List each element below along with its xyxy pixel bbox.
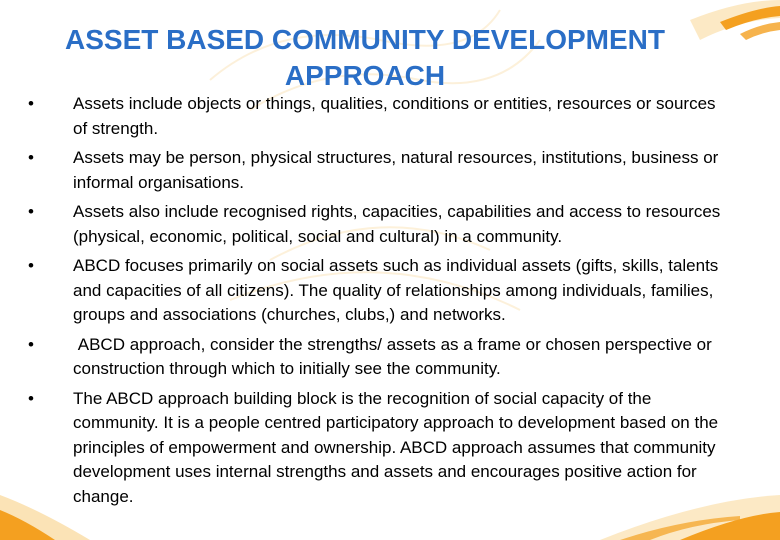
slide-title [0,22,730,94]
slide-title-line2: APPROACH [284,60,446,91]
bullet-dot-icon: • [28,94,34,113]
bullet-dot-icon: • [28,388,34,408]
bullet-dot-icon: • [28,334,34,354]
bullet-list [28,92,728,514]
bullet-dot-icon: • [28,148,34,167]
bullet-item [28,254,728,328]
bullet-item [28,333,728,382]
bullet-text: The ABCD approach building block is the recognition of social capacity of the community. It is a people centred participatory approach to development based on the principles of empowerment and ownership. ABCD approach assumes that community development uses internal strengths and assets and encourages positive action for change. [73,388,719,506]
bullet-item [28,146,728,195]
bullet-text: ABCD focuses primarily on social assets such as individual assets (gifts, skills, talents and capacities of all citizens). The quality of relationships among individuals, families, groups and associations (churches, clubs,) and networks. [73,256,719,324]
bullet-text: Assets may be person, physical structures, natural resources, institutions, business or informal organisations. [73,148,719,192]
bullet-item [28,387,728,510]
bullet-item [28,200,728,249]
slide-title-line1: ASSET BASED COMMUNITY DEVELOPMENT [65,24,665,55]
bullet-text: Assets include objects or things, qualities, conditions or entities, resources or sources of strength. [73,94,716,138]
bullet-item [28,92,728,141]
bullet-text: Assets also include recognised rights, capacities, capabilities and access to resources (physical, economic, political, social and cultural) in a community. [73,202,721,246]
bullet-text: ABCD approach, consider the strengths/ assets as a frame or chosen perspective or construction through which to initially see the community. [73,334,717,378]
bullet-dot-icon: • [28,202,34,221]
bullet-dot-icon: • [28,256,34,275]
